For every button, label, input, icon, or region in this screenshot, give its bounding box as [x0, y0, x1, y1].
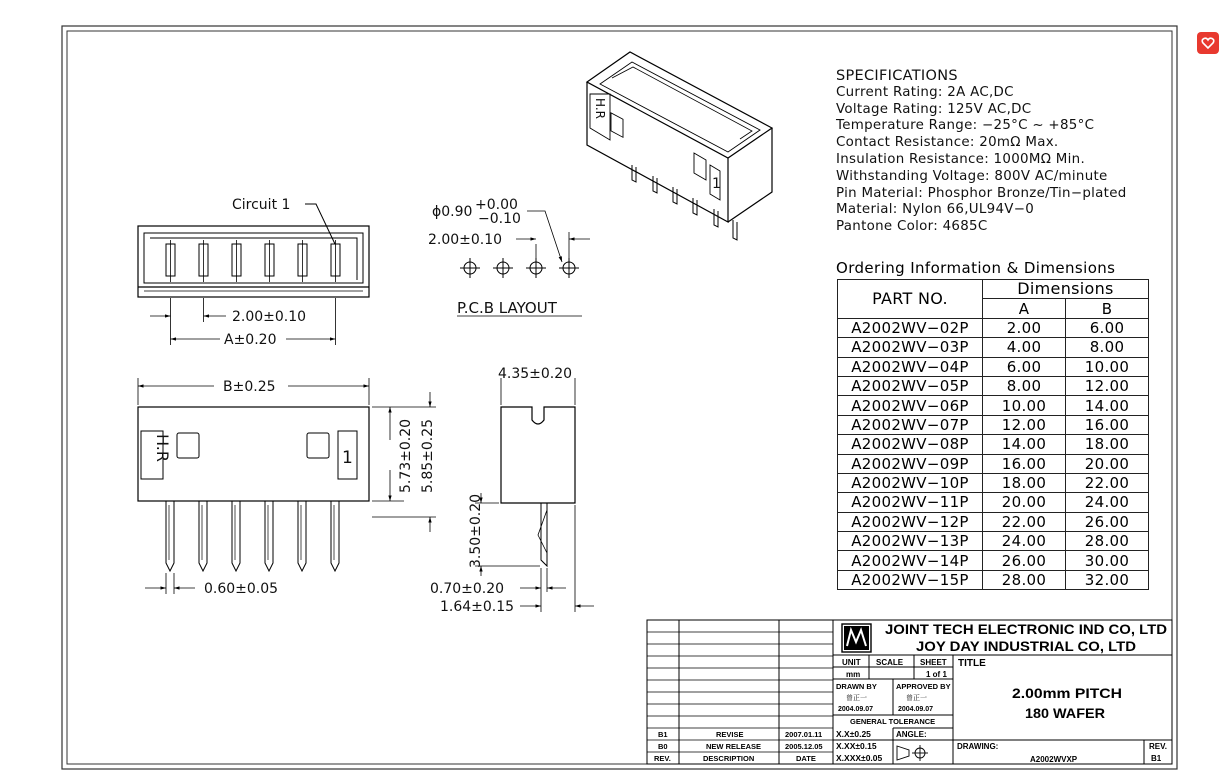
iso-logo: H.R — [593, 98, 607, 119]
dim-b-cell: 16.00 — [1066, 415, 1149, 434]
table-row — [838, 532, 1149, 551]
pcb-layout-label: P.C.B LAYOUT — [457, 299, 557, 317]
dim-b-cell: 32.00 — [1066, 570, 1149, 589]
front-logo: H.R — [153, 434, 172, 462]
part-no-cell: A2002WV−12P — [838, 512, 983, 531]
table-row — [838, 376, 1149, 395]
dim-b-cell: 26.00 — [1066, 512, 1149, 531]
dim-b-cell: 22.00 — [1066, 473, 1149, 492]
top-dim-a: A±0.20 — [224, 332, 277, 348]
rev-value: B1 — [1151, 754, 1162, 763]
ordering-title: Ordering Information & Dimensions — [836, 259, 1116, 277]
spec-title: SPECIFICATIONS — [836, 68, 958, 84]
table-row — [838, 551, 1149, 570]
spec-line: Pin Material: Phosphor Bronze/Tin−plated — [836, 185, 1127, 201]
ordering-table — [837, 279, 1149, 590]
part-no-cell: A2002WV−13P — [838, 532, 983, 551]
unit-label: UNIT — [842, 658, 861, 667]
part-no-cell: A2002WV−15P — [838, 570, 983, 589]
dim-b-cell: 14.00 — [1066, 396, 1149, 415]
spec-line: Pantone Color: 4685C — [836, 219, 988, 235]
spec-line: Contact Resistance: 20mΩ Max. — [836, 135, 1059, 151]
pcb-hole-tol-lower: −0.10 — [478, 211, 521, 227]
dim-b-cell: 28.00 — [1066, 532, 1149, 551]
part-no-cell: A2002WV−05P — [838, 376, 983, 395]
dim-a-cell: 20.00 — [983, 493, 1066, 512]
dim-a-cell: 28.00 — [983, 570, 1066, 589]
dim-a-cell: 2.00 — [983, 318, 1066, 337]
table-row — [838, 396, 1149, 415]
dim-b-cell: 6.00 — [1066, 318, 1149, 337]
angle-symbol — [897, 745, 928, 761]
dim-a-cell: 16.00 — [983, 454, 1066, 473]
front-h2: 5.85±0.25 — [420, 418, 436, 493]
heart-link-icon[interactable] — [1197, 32, 1219, 54]
company-logo — [844, 626, 869, 650]
iso-mark: 1 — [712, 176, 721, 192]
revision-1-desc: REVISE — [716, 730, 744, 739]
front-h1: 5.73±0.20 — [398, 418, 414, 493]
col-a-header: A — [983, 299, 1066, 318]
approved-by-name: 曾正一 — [906, 694, 927, 702]
revision-1-date: 2007.01.11 — [785, 730, 823, 739]
rev-label: REV. — [1149, 742, 1167, 751]
part-no-cell: A2002WV−04P — [838, 357, 983, 376]
dim-a-cell: 24.00 — [983, 532, 1066, 551]
dim-a-cell: 8.00 — [983, 376, 1066, 395]
dim-a-cell: 6.00 — [983, 357, 1066, 376]
part-no-cell: A2002WV−11P — [838, 493, 983, 512]
date-header: DATE — [796, 754, 816, 763]
front-mark: 1 — [342, 448, 353, 468]
part-no-cell: A2002WV−14P — [838, 551, 983, 570]
part-no-cell: A2002WV−02P — [838, 318, 983, 337]
dim-a-cell: 26.00 — [983, 551, 1066, 570]
pcb-pitch-dim: 2.00±0.10 — [428, 232, 503, 248]
side-view — [475, 378, 594, 612]
col-b-header: B — [1066, 299, 1149, 318]
top-pitch-dim: 2.00±0.10 — [232, 309, 307, 325]
rev-header: REV. — [654, 754, 671, 763]
approved-by-label: APPROVED BY — [896, 682, 951, 691]
title-label: TITLE — [958, 658, 986, 669]
side-width-dim: 4.35±0.20 — [498, 366, 573, 382]
table-row — [838, 415, 1149, 434]
dim-b-cell: 24.00 — [1066, 493, 1149, 512]
front-dim-b: B±0.25 — [223, 379, 276, 395]
part-no-cell: A2002WV−03P — [838, 338, 983, 357]
tolerance-2: X.XX±0.15 — [836, 741, 877, 751]
scale-label: SCALE — [876, 658, 904, 667]
table-row — [838, 435, 1149, 454]
table-row — [838, 512, 1149, 531]
front-view — [138, 378, 436, 594]
spec-line: Current Rating: 2A AC,DC — [836, 84, 1014, 100]
drawn-by-name: 曾正一 — [846, 694, 867, 702]
dim-a-cell: 12.00 — [983, 415, 1066, 434]
side-pin-off-dim: 1.64±0.15 — [440, 599, 515, 615]
sheet-label: SHEET — [920, 658, 947, 667]
dim-b-cell: 20.00 — [1066, 454, 1149, 473]
revision-1-rev: B1 — [658, 730, 668, 739]
pcb-hole-dim: ϕ0.90 — [432, 204, 473, 220]
table-row — [838, 493, 1149, 512]
spec-line: Voltage Rating: 125V AC,DC — [836, 101, 1032, 117]
approved-by-date: 2004.09.07 — [898, 706, 934, 713]
part-no-cell: A2002WV−09P — [838, 454, 983, 473]
dim-a-cell: 10.00 — [983, 396, 1066, 415]
dim-a-cell: 14.00 — [983, 435, 1066, 454]
dim-a-cell: 18.00 — [983, 473, 1066, 492]
part-no-cell: A2002WV−07P — [838, 415, 983, 434]
angle-label: ANGLE: — [896, 730, 927, 739]
tolerance-1: X.X±0.25 — [836, 729, 871, 739]
spec-line: Material: Nylon 66,UL94V−0 — [836, 202, 1035, 218]
table-row — [838, 318, 1149, 337]
drawn-by-date: 2004.09.07 — [838, 706, 874, 713]
drawn-by-label: DRAWN BY — [836, 682, 877, 691]
revision-2-date: 2005.12.05 — [785, 742, 823, 751]
title-line-1: 2.00mm PITCH — [1012, 685, 1122, 701]
tolerance-label: GENERAL TOLERANCE — [850, 717, 936, 726]
company-name-2: JOY DAY INDUSTRIAL CO, LTD — [916, 638, 1136, 654]
circuit-label: Circuit 1 — [232, 197, 291, 213]
part-no-cell: A2002WV−08P — [838, 435, 983, 454]
description-header: DESCRIPTION — [703, 754, 755, 763]
drawing-number: A2002WVXP — [1030, 755, 1078, 764]
spec-line: Withstanding Voltage: 800V AC/minute — [836, 168, 1108, 184]
spec-line: Insulation Resistance: 1000MΩ Min. — [836, 151, 1085, 167]
part-no-header: PART NO. — [838, 280, 983, 319]
front-pin-dim: 0.60±0.05 — [204, 581, 279, 597]
dim-b-cell: 10.00 — [1066, 357, 1149, 376]
dim-a-cell: 22.00 — [983, 512, 1066, 531]
pcb-hole-tol-upper: +0.00 — [475, 197, 518, 213]
revision-2-desc: NEW RELEASE — [706, 742, 762, 751]
part-no-cell: A2002WV−06P — [838, 396, 983, 415]
table-row — [838, 473, 1149, 492]
ordering-table-body — [838, 318, 1149, 589]
revision-2-rev: B0 — [658, 742, 668, 751]
dim-b-cell: 8.00 — [1066, 338, 1149, 357]
dim-a-cell: 4.00 — [983, 338, 1066, 357]
company-name-1: JOINT TECH ELECTRONIC IND CO, LTD — [885, 621, 1167, 637]
tolerance-3: X.XXX±0.05 — [836, 753, 883, 763]
specifications — [836, 68, 1176, 236]
side-pin-len-dim: 3.50±0.20 — [468, 493, 484, 568]
spec-line: Temperature Range: −25°C ~ +85°C — [836, 118, 1095, 134]
title-line-2: 180 WAFER — [1025, 705, 1105, 721]
side-pin-w-dim: 0.70±0.20 — [430, 581, 505, 597]
table-row — [838, 338, 1149, 357]
table-row — [838, 454, 1149, 473]
dimensions-header: Dimensions — [983, 280, 1149, 299]
sheet-value: 1 of 1 — [926, 670, 947, 679]
table-row — [838, 570, 1149, 589]
dim-b-cell: 18.00 — [1066, 435, 1149, 454]
dim-b-cell: 12.00 — [1066, 376, 1149, 395]
table-row — [838, 357, 1149, 376]
iso-view — [587, 52, 772, 240]
dim-b-cell: 30.00 — [1066, 551, 1149, 570]
drawing-label: DRAWING: — [957, 742, 999, 751]
part-no-cell: A2002WV−10P — [838, 473, 983, 492]
unit-value: mm — [846, 670, 861, 679]
